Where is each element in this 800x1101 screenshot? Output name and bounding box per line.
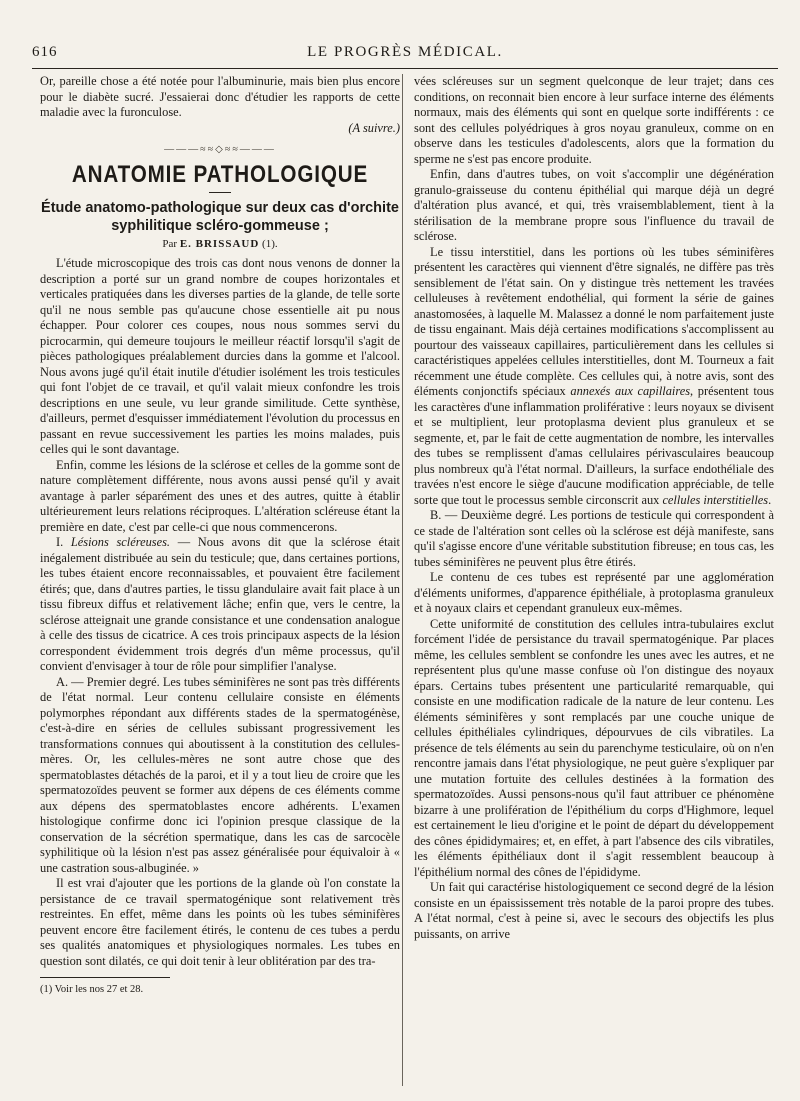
- byline-prefix: Par: [162, 237, 178, 250]
- byline: [40, 237, 400, 253]
- byline-author: E. BRISSAUD: [179, 237, 260, 250]
- section-title: ANATOMIE PATHOLOGIQUE: [71, 160, 369, 188]
- paragraph: Enfin, comme les lésions de la sclérose et celles de la gomme sont de nature complètement différente, nous avons aussi pensé qu'il y avait avantage à parler séparément des unes et des autres, quitte à établir ultérieurement leurs relations réciproques. L'altération scléreuse étant la première en date, c'est par celle-ci que nous commencerons.: [40, 457, 400, 534]
- paragraph-body: , présentent tous les caractères d'une inflammation proliférative : leurs noyaux se divisent et se multiplient, leur protoplasma devient plus granuleux et se segmente, et, par le fait de cette augmentation de nombre, les intervalles des tubes se remplissent d'amas cellulaires périvasculaires beaucoup plus nombreux qu'à l'état normal. D'ailleurs, la surface endothéliale des travées n'est encore le siège d'aucune modification appréciable, de telle sorte que tout le processus semble circonscrit aux: [414, 384, 774, 507]
- paragraph-lesions: [40, 535, 400, 675]
- page-number: 616: [32, 44, 58, 60]
- section-number: I.: [56, 535, 71, 549]
- article-title: Étude anatomo-pathologique sur deux cas d'orchite syphilitique scléro-gommeuse ;: [41, 199, 399, 234]
- paragraph: Cette uniformité de constitution des cellules intra-tubulaires exclut forcément l'idée de persistance du travail spermatogénique. Par places même, les cellules semblent se confondre les unes avec les autres, et ne représentent plus qu'une masse confuse où l'on distingue des noyaux épars. Certains tubes présentent une particularité remarquable, qui consiste en une modification radicale de la nature de leur contenu. Les éléments séminifères y sont remplacés par une couche unique de cellules épithéliales cylindriques, dépourvues de cils vibratiles. La présence de tels éléments au sein du parenchyme testiculaire, où on n'en rencontre jamais dans l'état physiologique, ne peut guère s'expliquer par une mutation fortuite des cellules destinées à la formation des spermatozoïdes. Aussi pensons-nous qu'il faut attribuer ce phénomène bizarre à une prolifération de l'épithélium du corps d'Highmore, lequel est certainement le lieu d'origine et le point de départ du développement des cônes épididymaires; et, en effet, à part l'absence des cils vibratiles, les éléments épithéliaux dont il s'agit ressemblent beaucoup à l'épithélium normal des cônes de l'épididyme.: [414, 616, 774, 879]
- header-rule: [32, 68, 778, 69]
- paragraph: B. — Deuxième degré. Les portions de testicule qui correspondent à ce stade de l'altération sont celles où la sclérose est déjà manifeste, sans qu'il s'agisse encore d'une véritable substitution fibreuse; en tous cas, les tubes séminifères ne peuvent plus être étirés.: [414, 508, 774, 569]
- byline-note: (1).: [262, 237, 278, 250]
- page-header: [32, 44, 778, 66]
- to-be-continued: (A suivre.): [348, 120, 400, 135]
- emphasis: annexés aux capillaires: [570, 384, 691, 398]
- footnote: (1) Voir les nos 27 et 28.: [40, 984, 144, 995]
- running-title: LE PROGRÈS MÉDICAL.: [307, 44, 503, 60]
- paragraph: Enfin, dans d'autres tubes, on voit s'accomplir une dégénération granulo-graisseuse du contenu épithélial qui marque déjà un degré d'altération plus avancé, et qui, très vraisemblablement, tient à la stérilisation de la membrane propre sous l'influence du travail de sclérose.: [414, 167, 774, 243]
- ornament-divider: ———≈≈◇≈≈———: [164, 144, 276, 155]
- paragraph-interstitial: [414, 245, 774, 509]
- paragraph-body: — Nous avons dit que la sclérose était inégalement distribuée au sein du testicule; que, dans certaines portions, les tubes étaient encore reconnaissables, et pouvaient être facilement étirés; que, dans d'autres parties, le tissu glandulaire avait fait place à un tissu fibreux diffus et relativement lâche; enfin que, vers le centre, la sclérose atteignait une grande consistance et une condensation analogue à celle des tissus de cicatrice. A ces trois principaux aspects de la lésion correspondent évidemment trois degrés d'un même processus, qu'il convient d'envisager à tour de rôle pour simplifier l'analyse.: [40, 535, 401, 673]
- paragraph-body: Le tissu interstitiel, dans les portions où les tubes séminifères présentent les caractères qui viennent d'être signalés, ne diffère pas très sensiblement de l'état sain. On y distingue très nettement les travées celluleuses à revêtement endothélial, qui forment la série de gaines anastomosées, à laquelle M. Malassez a donné le nom parfaitement juste de tissu engainant. Mais déjà certaines modifications s'accomplissent au pourtour des vaisseaux capillaires, particulièrement dans les cellules si caractéristiques appelées cellules interstitielles, dont M. Tourneux a fait récemment une étude complète. Ces cellules qui, à notre avis, sont des éléments conjonctifs spéciaux: [414, 244, 774, 398]
- subsection-heading: Lésions scléreuses.: [70, 535, 171, 549]
- paragraph: vées scléreuses sur un segment quelconque de leur trajet; dans ces conditions, on reconnait bien encore à leur surface interne des éléments normaux, mais des éléments qui sont en quelque sorte indifférents : ce sont des cellules polyédriques à gros noyau granuleux, comme on en observe dans les testicules d'adolescents, alors que la formation du sperme ne s'est pas encore produite.: [414, 74, 774, 166]
- right-column: [414, 74, 774, 942]
- paragraph: A. — Premier degré. Les tubes séminifères ne sont pas très différents de l'état normal. Leur contenu cellulaire consiste en éléments polymorphes répondant aux différents stades de la spermatogénèse, c'est-à-dire en séries de cellules subissant progressivement les transformations connues qui aboutissent à la constitution des cellules-mères. Or, les cellules-mères ne sont autre chose que des spermatoblastes détachés de la paroi, et il y a tout lieu de croire que les spermatozoïdes peuvent se former aux dépens de ces éléments comme aux dépens des spermatoblastes encore adhérents. L'examen histologique confirme donc ici l'opinion presque classique de la conservation de la sécrétion spermatique, dans les cas de sarcocèle syphilitique où la lésion n'est pas assez généralisée pour équivaloir à « une castration sous-albuginée. »: [40, 674, 400, 875]
- paragraph: Il est vrai d'ajouter que les portions de la glande où l'on constate la persistance de ce travail spermatogénique sont relativement très restreintes. En effet, même dans les points où les tubes séminifères peuvent encore être facilement étirés, le contenu de ces tubes a perdu ses qualités anatomiques et physiologiques normales. Les tubes en question sont dilatés, ce qui doit tenir à leur oblitération par des tra-: [40, 876, 400, 968]
- title-rule: [209, 192, 231, 193]
- column-divider: [402, 74, 403, 1086]
- left-column: [40, 74, 400, 998]
- paragraph-body: .: [768, 492, 772, 507]
- emphasis: cellules interstitielles: [662, 492, 769, 507]
- paragraph: L'étude microscopique des trois cas dont nous venons de donner la description a porté sur un grand nombre de coupes horizontales et verticales pratiquées dans les diverses parties de la glande, de telle sorte qu'il ne nous semble pas qu'aucune chose essentielle ait pu nous échapper. Pour colorer ces coupes, nous nous sommes servi du picrocarmin, qui demeure toujours le meilleur réactif lorsqu'il s'agit de pièces pathologiques préalablement durcies dans la gomme et l'alcool. Nous avons jugé qu'il était inutile d'étudier isolément les trois testicules qui font l'objet de ce travail, et qu'il valait mieux confondre les trois descriptions en une seule, vu leur grande similitude. Cette synthèse, d'ailleurs, permet d'esquisser immédiatement l'évolution du processus en passant en revue successivement les parties les moins malades, puis celles qui le sont davantage.: [40, 256, 400, 456]
- intro-paragraph: Or, pareille chose a été notée pour l'albuminurie, mais bien plus encore pour le diabète sucré. J'essaierai donc d'étudier les rapports de cette maladie avec la furonculose.: [40, 74, 400, 119]
- paragraph: Un fait qui caractérise histologiquement ce second degré de la lésion consiste en un épaississement très notable de la paroi propre des tubes. A l'état normal, c'est à peine si, avec le secours des objectifs les plus puissants, on arrive: [414, 880, 774, 941]
- paragraph: Le contenu de ces tubes est représenté par une agglomération d'éléments uniformes, d'apparence épithéliale, à protoplasma granuleux et à noyaux clairs et cependant granuleux eux-mêmes.: [414, 570, 774, 615]
- footnote-rule: [40, 977, 170, 978]
